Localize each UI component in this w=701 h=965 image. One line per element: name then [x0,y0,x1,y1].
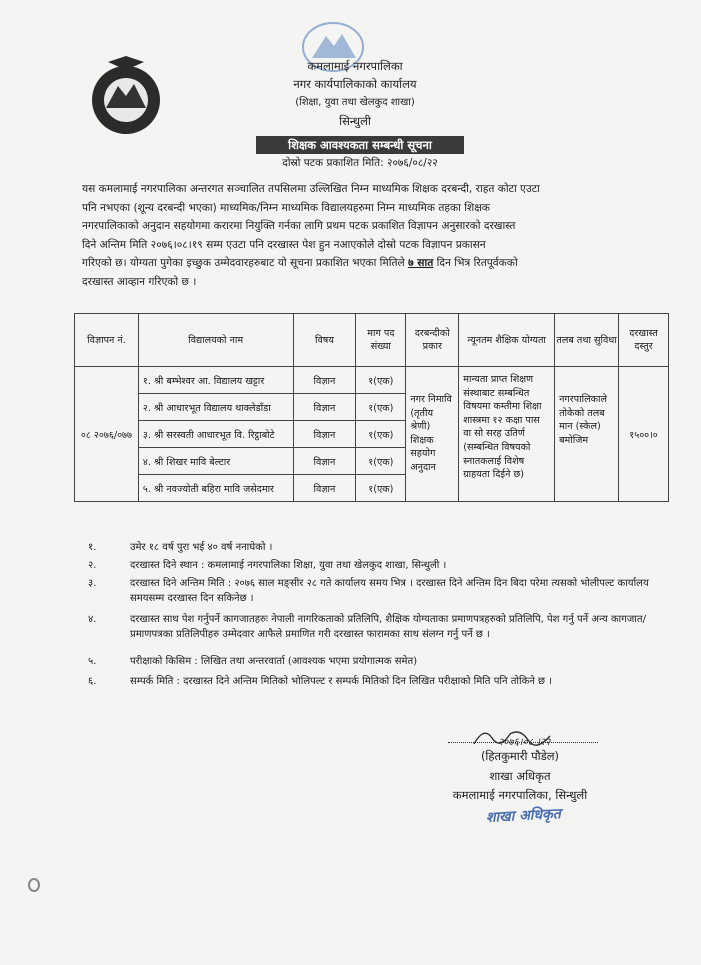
post-count: १(एक) [356,394,406,421]
ad-number: ०८ २०७६/०७७ [75,367,139,502]
government-emblem-icon [88,56,164,138]
intro-line: दिने अन्तिम मिति २०७६।०८।१९ सम्म एउटा पनि दरखास्त पेश हुन नआएकोले दोस्रो पटक विज्ञापन प्रकासन [82,238,486,251]
condition-text: सम्पर्क मिति : दरखास्त दिने अन्तिम मितिको भोलिपल्ट र सम्पर्क मितिको दिन लिखित परीक्षाको मिति पनि तोकिने छ । [130,676,552,687]
notice-title: शिक्षक आवश्यकता सम्बन्धी सूचना [256,136,464,154]
condition-item [88,576,648,608]
post-count: १(एक) [356,448,406,475]
col-header: दरबन्दीको प्रकार [406,314,459,367]
condition-number: ३. [88,578,97,589]
signatory-name: (हितकुमारी पौडेल) [480,749,560,763]
condition-item [88,654,648,670]
col-header: विषय [293,314,356,367]
vacancy-table [74,313,669,502]
col-header: न्यूनतम शैक्षिक योग्यता [459,314,555,367]
branch-name: (शिक्षा, युवा तथा खेलकुद शाखा) [295,97,415,108]
subject: विज्ञान [293,394,356,421]
signature-line [448,742,598,743]
condition-number: ६. [88,676,97,687]
qualification: मान्यता प्राप्त शिक्षण संस्थाबाट सम्बन्धित विषयमा कम्तीमा शिक्षा शास्त्रमा १२ कक्षा पास वा सो सरह उतिर्ण (सम्बन्धित विषयको स्नातकलाई विशेष ग्राहयता दिईने छ) [459,367,555,502]
intro-line: यस कमलामाई नगरपालिका अन्तरगत सञ्चालित तपसिलमा उल्लिखित निम्न माध्यमिक शिक्षक दरबन्दी, राहत कोटा एउटा [82,183,540,195]
intro-line: नगरपालिकाको अनुदान सहयोगमा करारमा नियुक्ति गर्नका लागि प्रथम पटक प्रकाशित विज्ञापन अनुसारको दरखास्त [82,220,516,233]
table-row [75,367,669,394]
col-header: तलब तथा सुविधा [555,314,619,367]
signatory-designation: शाखा अधिकृत [489,769,551,783]
salary: नगरपालिकाले तोकेको तलब मान (स्केल) बमोजिम [555,367,619,502]
condition-item [88,612,648,644]
condition-item [88,558,648,574]
post-count: १(एक) [356,367,406,394]
table-header-row [75,314,669,367]
intro-paragraph [82,180,648,292]
school-name: ३. श्री सरस्वती आधारभूत वि. रिट्ठाबोटे [138,421,293,448]
intro-text: दिन भित्र रितपूर्वकको [436,257,518,270]
signature-date: २०७६।०८ ।२२ [498,737,551,748]
subject: विज्ञान [293,367,356,394]
intro-line: दरखास्त आव्हान गरिएको छ । [82,275,197,288]
school-name: ४. श्री शिखर मावि बेल्टार [138,448,293,475]
col-header: विज्ञापन नं. [75,314,139,367]
post-count: १(एक) [356,475,406,502]
application-fee: १५००।० [619,367,669,502]
condition-number: २. [88,560,97,571]
signatory-office: कमलामाई नगरपालिका, सिन्धुली [452,788,588,802]
intro-line [82,254,648,273]
officer-stamp: शाखा अधिकृत [485,806,562,826]
subject: विज्ञान [293,448,356,475]
condition-text: दरखास्त साथ पेश गर्नुपर्ने कागजातहरुः नेपाली नागरिकताको प्रतिलिपि, शैक्षिक योग्यताका प्रमाणपत्रहरुको प्रतिलिपि, पेश गर्नु पर्ने अन्य कागजात/प्रमाणपत्रका प्रतिलिपीहरु उम्मेदवार आफैले प्रमाणित गरी दरखास्त फारामका साथ संलग्न गर्नु पर्ने छ । [130,614,646,640]
subject: विज्ञान [293,421,356,448]
deadline-days: ७ सात [408,257,434,270]
condition-text: परीक्षाको किसिम : लिखित तथा अन्तरवार्ता (आवश्यक भएमा प्रयोगात्मक समेत) [130,656,418,667]
condition-item [88,674,648,690]
subject: विज्ञान [293,475,356,502]
school-name: २. श्री आधारभूत विद्यालय थाक्लेडाँडा [138,394,293,421]
condition-number: ४. [88,614,97,625]
intro-text: गरिएको छ। योग्यता पुगेका इच्छुक उम्मेदवारहरुबाट यो सूचना प्रकाशित भएका मितिले [82,257,405,270]
post-type: नगर निमावि (तृतीय श्रेणी) शिक्षक सहयोग अनुदान [406,367,459,502]
school-name: १. श्री बम्भेश्वर आ. विद्यालय खट्टार [138,367,293,394]
condition-item [88,540,648,556]
col-header: माग पद संख्या [356,314,406,367]
col-header: दरखास्त दस्तुर [619,314,669,367]
municipality-name: कमलामाई नगरपालिका [307,59,403,73]
condition-number: ५. [88,656,97,667]
intro-line: पनि नभएका (शून्य दरबन्दी भएका) माध्यमिक/निम्न माध्यमिक विद्यालयहरुमा निम्न माध्यमिक तहका शिक्षक [82,201,490,214]
condition-text: दरखास्त दिने अन्तिम मिति : २०७६ साल मङ्सीर २८ गते कार्यालय समय भित्र । दरखास्त दिने अन्तिम दिन बिदा परेमा त्यसको भोलीपल्ट कार्यालय समयसम्म दरखास्त दिन सकिनेछ । [130,578,649,604]
condition-number: १. [88,542,97,553]
condition-text: उमेर १८ वर्ष पुरा भई ४० वर्ष ननाघेको । [130,542,273,553]
district-name: सिन्धुली [339,114,371,128]
publish-date: दोस्रो पटक प्रकाशित मिति: २०७६/०८/२२ [282,157,438,169]
post-count: १(एक) [356,421,406,448]
punch-hole-mark [28,878,40,892]
office-name: नगर कार्यपालिकाको कार्यालय [293,77,417,91]
school-name: ५. श्री नवज्योती बहिरा मावि जसेदमार [138,475,293,502]
col-header: विद्यालयको नाम [138,314,293,367]
condition-text: दरखास्त दिने स्थान : कमलामाई नगरपालिका शिक्षा, युवा तथा खेलकुद शाखा, सिन्धुली । [130,560,447,571]
